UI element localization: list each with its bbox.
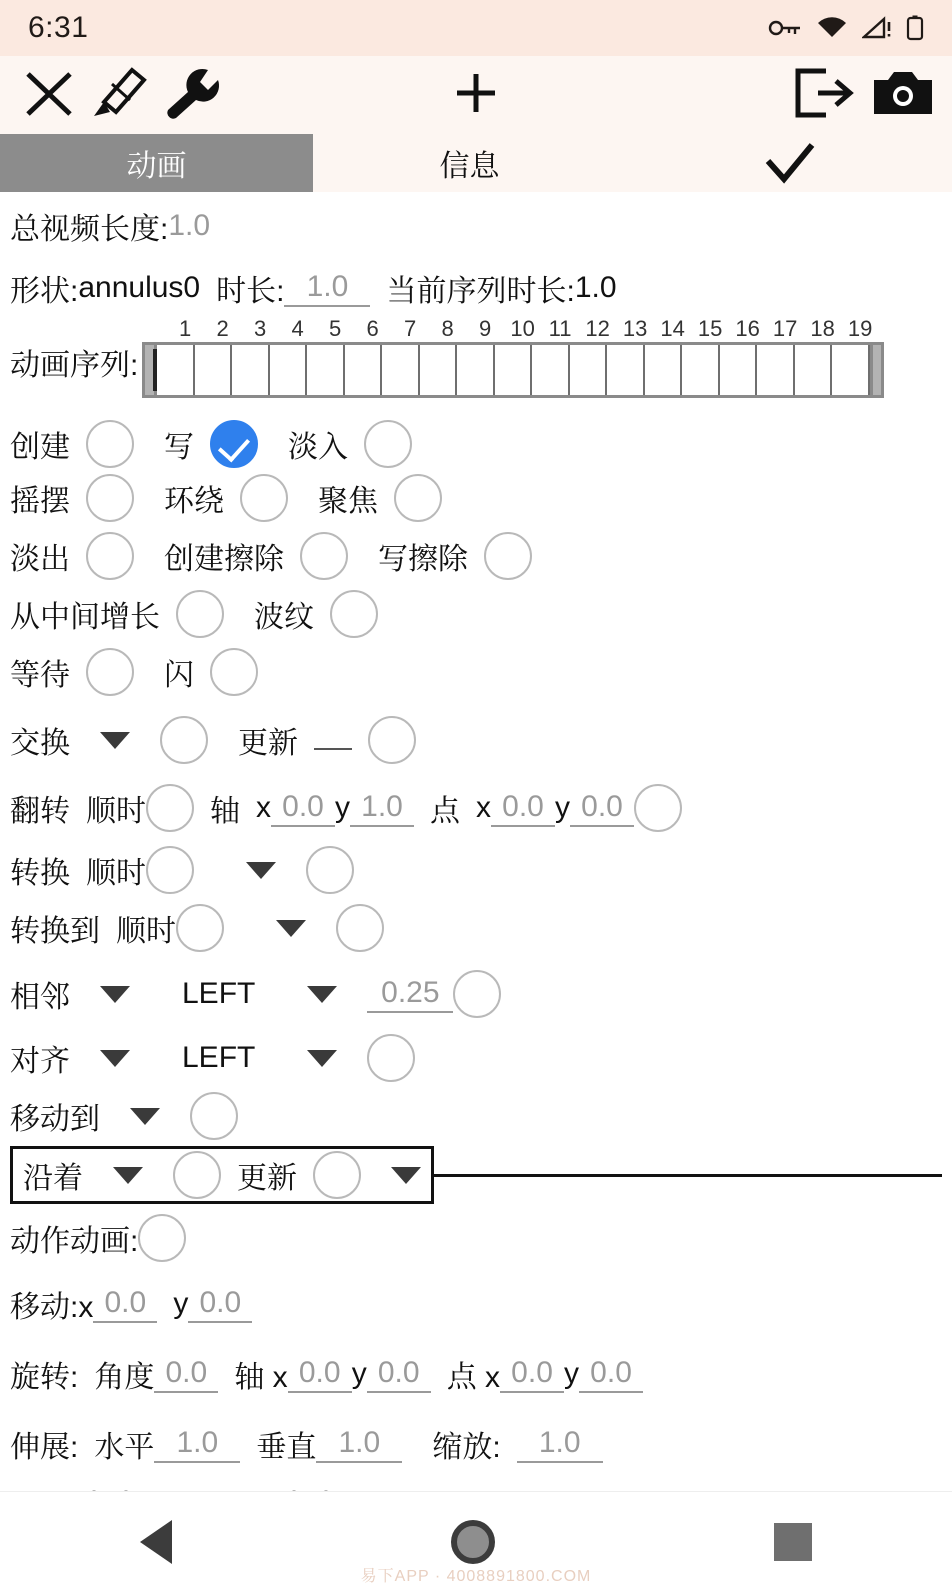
- rotate-point-y-label: y: [564, 1357, 580, 1390]
- timeline-cell[interactable]: [832, 345, 870, 395]
- angle-label: 角度: [94, 1361, 155, 1394]
- timeline-cell[interactable]: [232, 345, 270, 395]
- row-along: [10, 1146, 942, 1204]
- tick: 5: [328, 316, 342, 341]
- rotate-axis-y-input[interactable]: 0.0: [367, 1356, 431, 1393]
- fade-out-label: 淡出: [10, 543, 70, 576]
- timeline-cell[interactable]: [795, 345, 833, 395]
- row-rotate: [10, 1352, 942, 1396]
- transform-to-clockwise-radio[interactable]: [176, 904, 224, 952]
- flip-axis-x-label: x: [256, 791, 271, 824]
- transform-to-radio[interactable]: [336, 904, 384, 952]
- signal-warning-icon: [862, 16, 892, 40]
- transform-clockwise-radio[interactable]: [146, 846, 194, 894]
- next-to-dropdown-icon[interactable]: [100, 986, 130, 1003]
- brush-icon[interactable]: [86, 64, 152, 127]
- row-next-to: [10, 970, 942, 1018]
- tick: 19: [847, 316, 873, 341]
- row-wait-flash: [10, 648, 942, 696]
- fade-in-label: 淡入: [288, 431, 348, 464]
- tick: 15: [697, 316, 723, 341]
- vertical-input[interactable]: 1.0: [316, 1426, 402, 1463]
- ripple-radio[interactable]: [330, 590, 378, 638]
- along-update-label: 更新: [237, 1162, 297, 1195]
- total-video-length-label: 总视频长度:: [10, 213, 169, 246]
- row-stretch-scale: [10, 1422, 942, 1466]
- align-to-dropdown-icon[interactable]: [100, 1050, 130, 1067]
- swap-label: 交换: [10, 727, 70, 760]
- create-radio[interactable]: [86, 420, 134, 468]
- watermark: 易下APP · 4008891800.COM: [360, 1568, 592, 1585]
- tick: 18: [810, 316, 835, 341]
- align-to-direction-dropdown-icon[interactable]: [307, 1050, 337, 1067]
- along-update-dropdown-icon[interactable]: [391, 1167, 421, 1184]
- along-dropdown-icon[interactable]: [113, 1167, 143, 1184]
- action-animation-radio[interactable]: [138, 1214, 186, 1262]
- back-triangle-icon[interactable]: [140, 1520, 172, 1564]
- circumscribe-radio[interactable]: [240, 474, 288, 522]
- recents-square-icon[interactable]: [774, 1523, 812, 1561]
- camera-icon[interactable]: [872, 68, 934, 123]
- shift-y-label: y: [173, 1287, 189, 1320]
- timeline-cell[interactable]: [607, 345, 645, 395]
- current-sequence-duration-label: 当前序列时长:: [386, 275, 575, 308]
- grow-from-center-radio[interactable]: [176, 590, 224, 638]
- ripple-label: 波纹: [254, 601, 314, 634]
- tick: 8: [441, 316, 454, 341]
- horizontal-input[interactable]: 1.0: [154, 1426, 240, 1463]
- animation-sequence-row: [10, 316, 942, 398]
- wiggle-radio[interactable]: [86, 474, 134, 522]
- status-time: 6:31: [28, 11, 89, 44]
- shape-value: annulus0: [78, 271, 201, 304]
- next-to-direction-dropdown-icon[interactable]: [307, 986, 337, 1003]
- close-x-icon[interactable]: [18, 64, 80, 127]
- flash-radio[interactable]: [210, 648, 258, 696]
- duration-label: 时长:: [216, 275, 285, 308]
- flip-point-x-label: x: [476, 791, 491, 824]
- vertical-label: 垂直: [256, 1431, 317, 1464]
- tick: 2: [216, 316, 229, 341]
- tab-info[interactable]: 信息: [439, 150, 500, 183]
- flip-point-y-input[interactable]: 0.0: [570, 790, 634, 827]
- battery-icon: [906, 15, 924, 41]
- shift-x-input[interactable]: 0.0: [93, 1286, 157, 1323]
- tab-animation[interactable]: 动画: [0, 134, 313, 192]
- row-transform-to: [10, 904, 942, 952]
- create-erase-radio[interactable]: [300, 532, 348, 580]
- scale-input[interactable]: 1.0: [517, 1426, 603, 1463]
- rotate-label: 旋转:: [10, 1361, 79, 1394]
- fade-out-radio[interactable]: [86, 532, 134, 580]
- swap-radio[interactable]: [160, 716, 208, 764]
- flip-axis-y-label: y: [335, 791, 350, 824]
- update-radio[interactable]: [368, 716, 416, 764]
- timeline-cell[interactable]: [420, 345, 458, 395]
- rotate-axis-x-label: 轴 x: [234, 1361, 288, 1394]
- transform-clockwise-label: 顺时: [86, 857, 146, 890]
- tick: 6: [366, 316, 379, 341]
- focus-radio[interactable]: [394, 474, 442, 522]
- rotate-axis-y-label: y: [351, 1357, 367, 1390]
- key-icon: [768, 17, 802, 39]
- transform-dropdown-icon[interactable]: [246, 862, 276, 879]
- align-to-direction-value[interactable]: LEFT: [182, 1041, 256, 1074]
- wait-label: 等待: [10, 659, 70, 692]
- flip-axis-y-input[interactable]: 1.0: [350, 790, 414, 827]
- transform-to-dropdown-icon[interactable]: [276, 920, 306, 937]
- flip-point-label: 点: [430, 795, 460, 828]
- align-to-radio[interactable]: [367, 1034, 415, 1082]
- angle-input[interactable]: 0.0: [154, 1356, 218, 1393]
- grow-from-center-label: 从中间增长: [10, 601, 160, 634]
- timeline-cell[interactable]: [345, 345, 383, 395]
- move-to-radio[interactable]: [190, 1092, 238, 1140]
- write-erase-label: 写擦除: [378, 543, 468, 576]
- timeline-cell[interactable]: [495, 345, 533, 395]
- status-bar: [0, 0, 952, 56]
- timeline-cell[interactable]: [682, 345, 720, 395]
- row-shift: [10, 1282, 942, 1326]
- timeline-cell[interactable]: [757, 345, 795, 395]
- rotate-point-y-input[interactable]: 0.0: [579, 1356, 643, 1393]
- along-update-radio[interactable]: [313, 1151, 361, 1199]
- row-transform: [10, 846, 942, 894]
- row-create-write-fadein: [10, 420, 942, 468]
- timeline-cell[interactable]: [532, 345, 570, 395]
- tick: 1: [178, 316, 192, 341]
- timeline-cell[interactable]: [157, 345, 195, 395]
- tab-bar: [0, 134, 952, 192]
- align-to-label: 对齐: [10, 1045, 70, 1078]
- tick: 4: [291, 316, 304, 341]
- timeline-cell[interactable]: [645, 345, 683, 395]
- update-label: 更新: [238, 727, 298, 760]
- timeline-track[interactable]: [142, 342, 884, 398]
- flip-axis-x-input[interactable]: 0.0: [271, 790, 335, 827]
- row-swap-update: [10, 716, 942, 764]
- section-divider: [434, 1174, 942, 1177]
- stretch-label: 伸展:: [10, 1431, 79, 1464]
- along-label: 沿着: [23, 1162, 83, 1195]
- action-animation-label: 动作动画:: [10, 1225, 139, 1258]
- timeline-cell[interactable]: [720, 345, 758, 395]
- circumscribe-label: 环绕: [164, 485, 224, 518]
- rotate-point-x-input[interactable]: 0.0: [500, 1356, 564, 1393]
- shape-label: 形状:: [10, 275, 79, 308]
- create-erase-label: 创建擦除: [164, 543, 284, 576]
- tick: 11: [548, 316, 572, 341]
- tick: 3: [253, 316, 267, 341]
- timeline-end-handle[interactable]: [870, 345, 881, 395]
- flash-label: 闪: [164, 659, 194, 692]
- next-to-buff-input[interactable]: 0.25: [367, 976, 453, 1013]
- row-flip: [10, 784, 942, 832]
- focus-label: 聚焦: [318, 485, 378, 518]
- tick: 10: [510, 316, 535, 341]
- wifi-icon: [816, 16, 848, 40]
- timeline-playhead[interactable]: [145, 345, 157, 395]
- swap-dropdown-icon[interactable]: [100, 732, 130, 749]
- rotate-point-x-label: 点 x: [446, 1361, 501, 1394]
- write-erase-radio[interactable]: [484, 532, 532, 580]
- total-video-length-row: [10, 204, 942, 248]
- shape-duration-row: [10, 266, 942, 310]
- flip-axis-label: 轴: [210, 795, 240, 828]
- write-label: 写: [164, 431, 194, 464]
- timeline-cell[interactable]: [307, 345, 345, 395]
- flip-clockwise-radio[interactable]: [146, 784, 194, 832]
- home-circle-icon[interactable]: [451, 1520, 495, 1564]
- row-fadeout-createerase-writeerase: [10, 532, 942, 580]
- tick: 14: [660, 316, 685, 341]
- timeline-ticks: [142, 316, 884, 342]
- scale-label: 缩放:: [432, 1431, 501, 1464]
- transform-label: 转换: [10, 857, 70, 890]
- export-icon[interactable]: [792, 67, 854, 124]
- tick: 17: [772, 316, 798, 341]
- confirm-button[interactable]: [626, 134, 952, 192]
- horizontal-label: 水平: [94, 1431, 155, 1464]
- flip-label: 翻转: [10, 795, 70, 828]
- timeline-cell[interactable]: [195, 345, 233, 395]
- wrench-icon[interactable]: [158, 64, 228, 127]
- row-align-to: [10, 1034, 942, 1082]
- timeline-cell[interactable]: [570, 345, 608, 395]
- transform-radio[interactable]: [306, 846, 354, 894]
- app-toolbar: [0, 56, 952, 134]
- tick: 16: [735, 316, 760, 341]
- wiggle-label: 摇摆: [10, 485, 70, 518]
- flip-point-x-input[interactable]: 0.0: [491, 790, 555, 827]
- transform-to-clockwise-label: 顺时: [116, 915, 176, 948]
- row-wiggle-circumscribe-focus: [10, 474, 942, 522]
- shift-label: 移动:x: [10, 1291, 94, 1324]
- rotate-axis-x-input[interactable]: 0.0: [288, 1356, 352, 1393]
- animation-panel: [0, 192, 952, 1548]
- flip-point-y-label: y: [555, 791, 570, 824]
- move-to-dropdown-icon[interactable]: [130, 1108, 160, 1125]
- tick: 7: [403, 316, 417, 341]
- next-to-label: 相邻: [10, 981, 70, 1014]
- timeline-cell[interactable]: [382, 345, 420, 395]
- create-label: 创建: [10, 431, 70, 464]
- status-icon-group: [768, 15, 924, 41]
- write-radio[interactable]: [210, 420, 258, 468]
- next-to-direction-value[interactable]: LEFT: [182, 977, 256, 1010]
- row-move-to: [10, 1092, 942, 1140]
- flip-radio[interactable]: [634, 784, 682, 832]
- duration-input[interactable]: 1.0: [284, 270, 370, 307]
- row-growfromcenter-ripple: [10, 590, 942, 638]
- fade-in-radio[interactable]: [364, 420, 412, 468]
- current-sequence-duration-value: 1.0: [574, 271, 617, 304]
- flip-clockwise-label: 顺时: [86, 795, 146, 828]
- shift-y-input[interactable]: 0.0: [188, 1286, 252, 1323]
- timeline-cell[interactable]: [270, 345, 308, 395]
- add-button[interactable]: [445, 64, 507, 127]
- total-video-length-value: 1.0: [168, 209, 211, 242]
- tick: 13: [622, 316, 648, 341]
- tick: 9: [478, 316, 492, 341]
- wait-radio[interactable]: [86, 648, 134, 696]
- row-action-animation: [10, 1214, 942, 1262]
- next-to-radio[interactable]: [453, 970, 501, 1018]
- along-radio[interactable]: [173, 1151, 221, 1199]
- move-to-label: 移动到: [10, 1103, 100, 1136]
- transform-to-label: 转换到: [10, 915, 100, 948]
- update-input[interactable]: [314, 730, 352, 750]
- timeline-cell[interactable]: [457, 345, 495, 395]
- tick: 12: [585, 316, 610, 341]
- along-group[interactable]: [10, 1146, 434, 1204]
- animation-sequence-label: 动画序列:: [10, 349, 139, 382]
